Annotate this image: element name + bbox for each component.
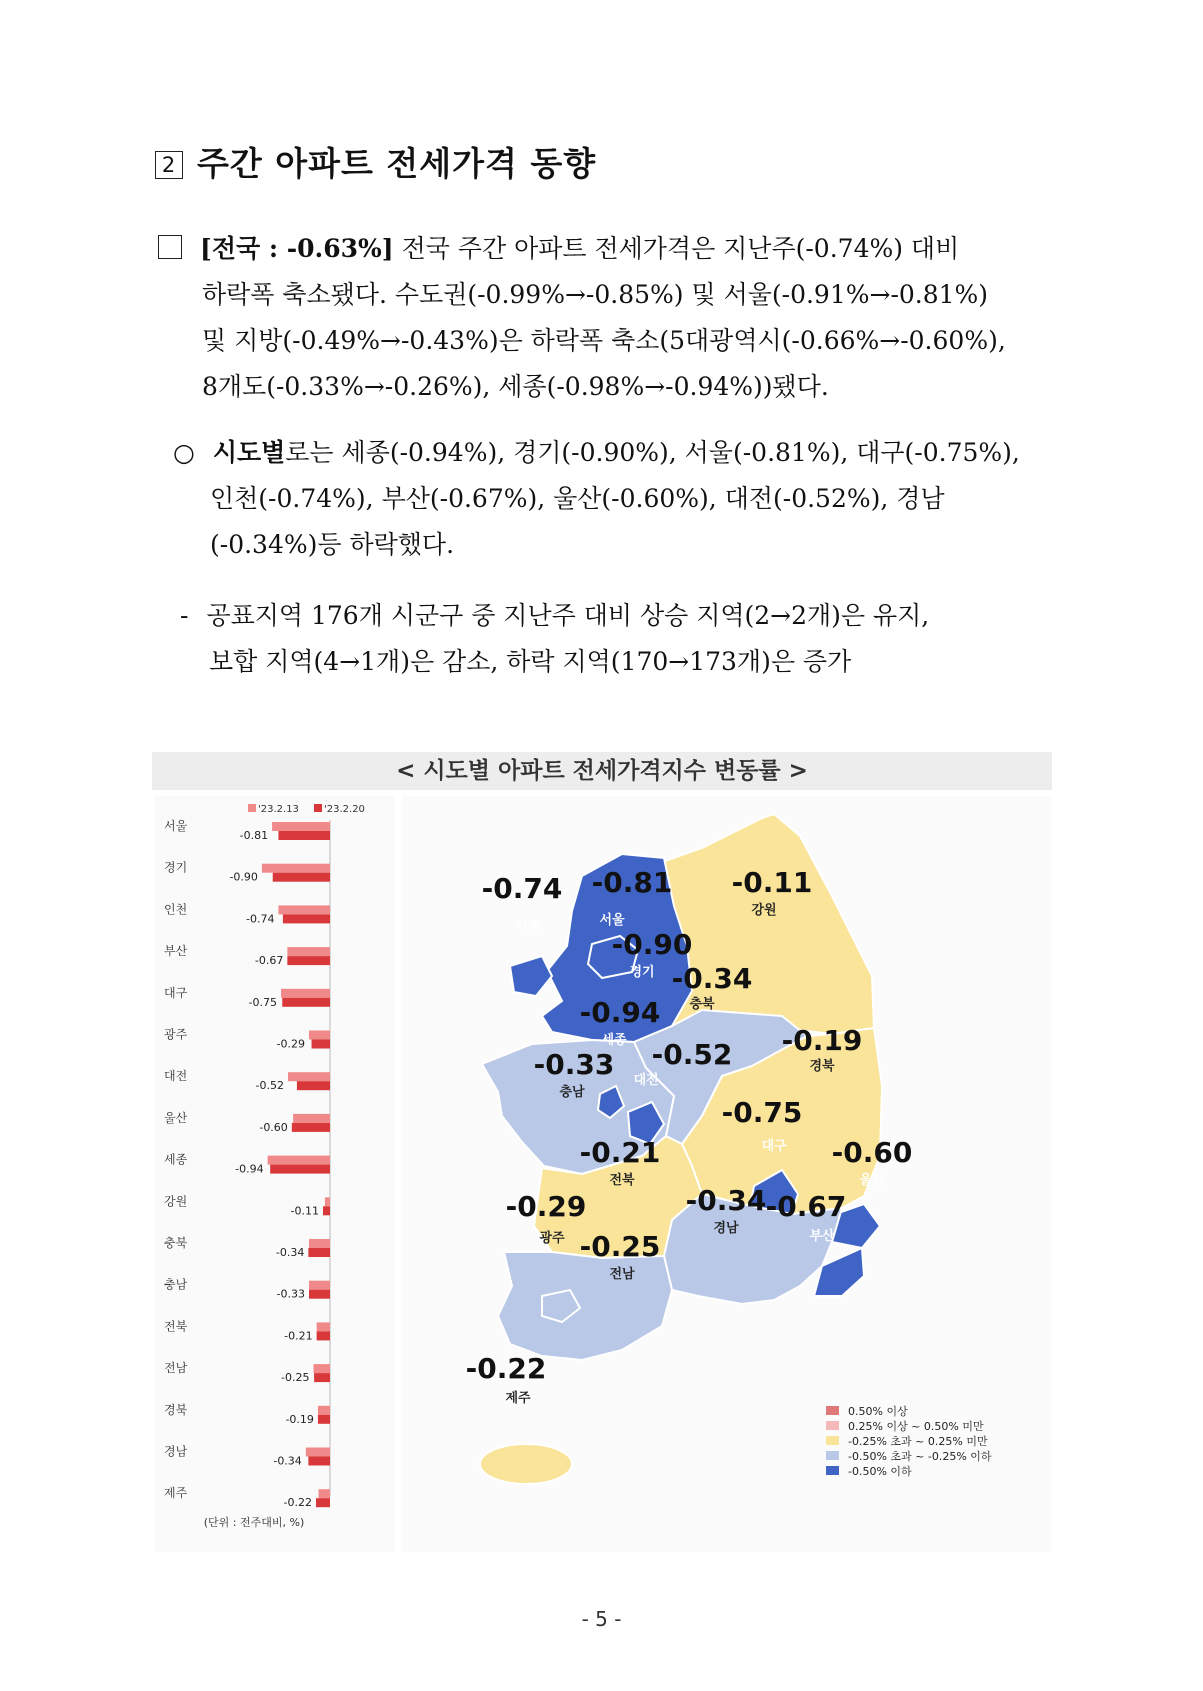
unit-note: (단위 : 전주대비, %) [203, 1516, 305, 1529]
figure [152, 752, 1052, 1552]
region-name: 전남 [609, 1267, 635, 1282]
category-label: 인천 [164, 902, 188, 917]
category-label: 대구 [164, 985, 188, 1000]
bar-prev-week [325, 1197, 330, 1206]
bar-prev-week [317, 1322, 330, 1331]
region-name: 대전 [633, 1073, 659, 1088]
region-incheon-shape [510, 956, 552, 996]
region-value: -0.75 [721, 1096, 803, 1129]
region-value: -0.25 [579, 1230, 661, 1263]
data-label: -0.25 [280, 1371, 310, 1385]
data-label: -0.29 [276, 1037, 305, 1051]
category-label: 서울 [164, 819, 188, 833]
category-label: 울산 [164, 1110, 188, 1125]
region-jeju-shape [480, 1444, 572, 1484]
category-label: 경남 [164, 1444, 188, 1459]
region-name: 경북 [809, 1059, 835, 1074]
region-value: -0.33 [533, 1048, 615, 1081]
map-legend-label: -0.50% 초과 ~ -0.25% 이하 [848, 1450, 992, 1463]
dash-bullet-icon: - [180, 601, 189, 630]
data-label: -0.94 [235, 1162, 264, 1176]
category-label: 강원 [164, 1194, 188, 1209]
region-name: 서울 [599, 913, 625, 928]
region-name: 강원 [751, 903, 777, 918]
region-value: -0.21 [579, 1136, 661, 1169]
bar-prev-week [309, 1239, 330, 1248]
region-name: 부산 [809, 1229, 835, 1244]
circle-bullet-icon: ○ [173, 438, 195, 467]
bar-chart-panel [154, 796, 394, 1552]
page-number: - 5 - [581, 1607, 622, 1631]
region-value: -0.34 [671, 962, 753, 995]
summary-line-4: 8개도(-0.33%→-0.26%), 세종(-0.98%→-0.94%))됐다. [202, 372, 829, 401]
bar-this-week [273, 873, 330, 882]
summary-line-2: 하락폭 축소됐다. 수도권(-0.99%→-0.85%) 및 서울(-0.91%→-0.81%) [202, 280, 989, 309]
bar-prev-week [272, 822, 330, 831]
bar-this-week [297, 1081, 330, 1090]
bar-this-week [309, 1290, 330, 1299]
region-name: 제주 [505, 1391, 531, 1406]
figure-title: < 시도별 아파트 전세가격지수 변동률 > [152, 752, 1052, 790]
region-name: 인천 [515, 920, 541, 935]
region-value: -0.94 [579, 996, 661, 1029]
bar-prev-week [278, 905, 330, 914]
section-number: 2 [155, 151, 183, 179]
region-value: -0.19 [781, 1024, 863, 1057]
data-label: -0.34 [273, 1454, 302, 1468]
category-label: 제주 [164, 1486, 188, 1501]
data-label: -0.60 [259, 1120, 288, 1134]
section-heading: 주간 아파트 전세가격 동향 [197, 144, 597, 183]
bar-prev-week [318, 1406, 330, 1415]
data-label: -0.19 [285, 1412, 314, 1426]
region-name: 대구 [761, 1139, 787, 1154]
data-label: -0.11 [290, 1204, 319, 1218]
map-legend-label: 0.25% 이상 ~ 0.50% 미만 [848, 1420, 984, 1433]
data-label: -0.22 [283, 1496, 312, 1510]
data-label: -0.34 [275, 1246, 305, 1259]
regional-line-1: 로는 세종(-0.94%), 경기(-0.90%), 서울(-0.81%), 대구(-0.75%), [285, 438, 1020, 467]
region-value: -0.11 [731, 866, 813, 899]
bar-this-week [282, 998, 330, 1007]
map-legend-label: -0.25% 초과 ~ 0.25% 미만 [848, 1435, 988, 1448]
category-label: 전남 [164, 1361, 188, 1376]
summary-line-3: 및 지방(-0.49%→-0.43%)은 하락폭 축소(5대광역시(-0.66%→-0.60%), [202, 326, 1006, 355]
region-name: 울산 [859, 1173, 885, 1188]
bar-this-week [317, 1331, 330, 1340]
bar-this-week [287, 956, 330, 965]
category-label: 경북 [164, 1402, 188, 1417]
region-name: 경남 [713, 1221, 739, 1236]
districts-paragraph [180, 593, 1058, 685]
region-value: -0.67 [765, 1190, 847, 1223]
bar-this-week [308, 1248, 330, 1257]
bar-this-week [318, 1415, 330, 1424]
bar-this-week [292, 1123, 330, 1132]
bar-prev-week [281, 989, 330, 998]
map-legend-swatch [826, 1406, 839, 1415]
category-label: 대전 [164, 1069, 188, 1084]
map-legend-swatch [826, 1421, 839, 1430]
regional-line-2: 인천(-0.74%), 부산(-0.67%), 울산(-0.60%), 대전(-0.52%), 경남 [210, 484, 945, 513]
region-name: 충남 [559, 1085, 585, 1100]
bar-this-week [270, 1165, 330, 1174]
bar-prev-week [287, 947, 330, 956]
category-label: 부산 [164, 944, 188, 959]
data-label: -0.21 [284, 1329, 313, 1343]
region-value: -0.34 [685, 1184, 767, 1217]
category-label: 전북 [164, 1319, 188, 1334]
map-legend-label: 0.50% 이상 [848, 1405, 908, 1418]
bar-this-week [283, 914, 330, 923]
legend-swatch-prev [248, 804, 256, 812]
region-value: -0.22 [465, 1352, 547, 1385]
legend-label-this: '23.2.20 [324, 804, 365, 815]
districts-line-1: 공표지역 176개 시군구 중 지난주 대비 상승 지역(2→2개)은 유지, [206, 601, 930, 630]
regional-lead: 시도별 [212, 438, 286, 467]
bar-prev-week [313, 1364, 330, 1373]
bar-prev-week [288, 1072, 330, 1081]
map-legend-swatch [826, 1451, 839, 1460]
bar-this-week [308, 1457, 330, 1466]
map-legend-label: -0.50% 이하 [848, 1465, 912, 1478]
bar-prev-week [309, 1031, 330, 1040]
checkbox-square-icon [158, 235, 182, 259]
region-name: 광주 [539, 1231, 565, 1246]
region-value: -0.81 [591, 866, 673, 899]
bar-prev-week [309, 1281, 330, 1290]
region-value: -0.52 [651, 1038, 733, 1071]
bar-this-week [314, 1373, 330, 1382]
region-name: 세종 [601, 1033, 627, 1048]
bar-this-week [278, 831, 330, 840]
data-label: -0.75 [248, 995, 277, 1009]
bar-this-week [312, 1040, 330, 1049]
korea-map [402, 796, 1052, 1552]
category-label: 세종 [164, 1152, 188, 1167]
legend-label-prev: '23.2.13 [258, 804, 299, 815]
region-name: 전북 [609, 1173, 635, 1188]
region-value: -0.90 [611, 928, 693, 961]
summary-paragraph [158, 226, 1058, 410]
map-panel [402, 796, 1052, 1552]
legend-swatch-this [314, 804, 322, 812]
districts-line-2: 보합 지역(4→1개)은 감소, 하락 지역(170→173개)은 증가 [209, 647, 852, 676]
region-jeonnam-shape [498, 1252, 672, 1360]
bar-prev-week [319, 1489, 330, 1498]
regional-line-3: (-0.34%)등 하락했다. [210, 530, 455, 559]
section-title [155, 138, 596, 185]
category-label: 충북 [164, 1236, 188, 1250]
regional-paragraph [173, 430, 1058, 568]
map-legend-swatch [826, 1436, 839, 1445]
map-legend-swatch [826, 1466, 839, 1475]
summary-lead: [전국 : -0.63%] [200, 234, 394, 263]
category-label: 경기 [164, 860, 188, 875]
bar-prev-week [268, 1156, 330, 1165]
data-label: -0.90 [229, 870, 258, 884]
region-name: 충북 [689, 997, 715, 1012]
category-label: 충남 [164, 1277, 188, 1292]
data-label: -0.67 [254, 954, 284, 968]
data-label: -0.81 [239, 829, 269, 842]
data-label: -0.74 [245, 912, 275, 926]
bar-prev-week [293, 1114, 330, 1123]
summary-line-1: 전국 주간 아파트 전세가격은 지난주(-0.74%) 대비 [393, 234, 960, 263]
bar-chart [154, 796, 394, 1552]
category-label: 광주 [164, 1027, 188, 1042]
data-label: -0.33 [276, 1287, 305, 1301]
region-value: -0.60 [831, 1136, 913, 1169]
region-value: -0.29 [505, 1190, 587, 1223]
region-value: -0.74 [481, 872, 563, 905]
bar-this-week [316, 1498, 330, 1507]
bar-prev-week [262, 864, 330, 873]
bar-prev-week [306, 1448, 330, 1457]
data-label: -0.52 [255, 1079, 284, 1093]
bar-this-week [323, 1206, 330, 1215]
region-name: 경기 [629, 965, 655, 980]
